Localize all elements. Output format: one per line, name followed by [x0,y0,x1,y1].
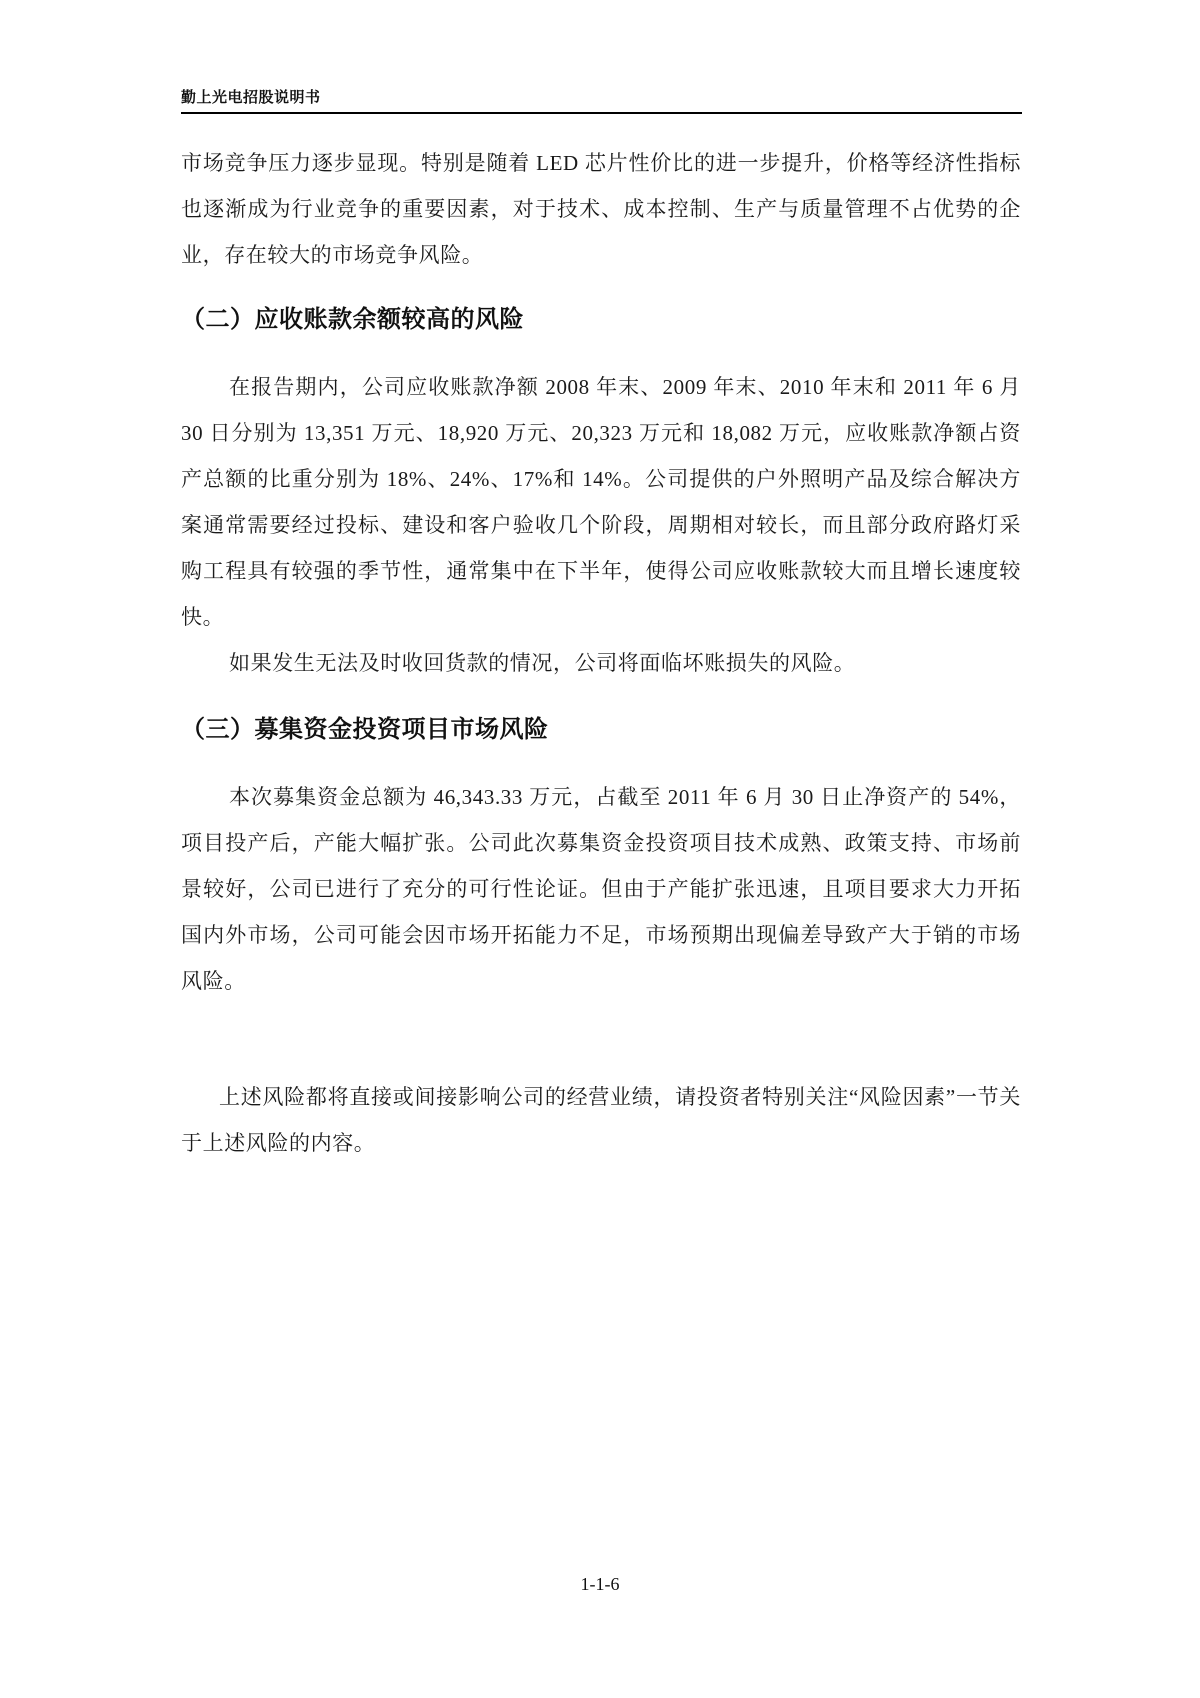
page-content [181,140,1021,1166]
bad-debt-risk-paragraph: 如果发生无法及时收回货款的情况，公司将面临坏账损失的风险。 [229,651,856,675]
section-heading-receivables-risk: （二）应收账款余额较高的风险 [181,305,524,333]
page-number: 1-1-6 [580,1574,620,1594]
summary-paragraph: 上述风险都将直接或间接影响公司的经营业绩，请投资者特别关注“风险因素”一节关于上述风险的内容。 [181,1085,1021,1155]
receivables-risk-paragraph: 在报告期内，公司应收账款净额 2008 年末、2009 年末、2010 年末和 2011 年 6 月 30 日分别为 13,351 万元、18,920 万元、20,323 万元和 18,082 万元，应收账款净额占资产总额的比重分别为 18%、24%、17%和 14%。公司提供的户外照明产品及综合解决方案通常需要经过投标、建设和客户验收几个阶段，周期相对较长，而且部分政府路灯采购工程具有较强的季节性，通常集中在下半年，使得公司应收账款较大而且增长速度较快。 [181,375,1021,629]
page-header [181,86,1022,114]
fundraising-project-risk-paragraph: 本次募集资金总额为 46,343.33 万元，占截至 2011 年 6 月 30 日止净资产的 54%，项目投产后，产能大幅扩张。公司此次募集资金投资项目技术成熟、政策支持、市场前景较好，公司已进行了充分的可行性论证。但由于产能扩张迅速，且项目要求大力开拓国内外市场，公司可能会因市场开拓能力不足，市场预期出现偏差导致产大于销的市场风险。 [181,785,1021,993]
document-title: 勤上光电招股说明书 [181,90,321,106]
intro-paragraph: 市场竞争压力逐步显现。特别是随着 LED 芯片性价比的进一步提升，价格等经济性指标也逐渐成为行业竞争的重要因素，对于技术、成本控制、生产与质量管理不占优势的企业，存在较大的市场竞争风险。 [181,151,1021,267]
section-heading-fundraising-project-risk: （三）募集资金投资项目市场风险 [181,715,549,743]
